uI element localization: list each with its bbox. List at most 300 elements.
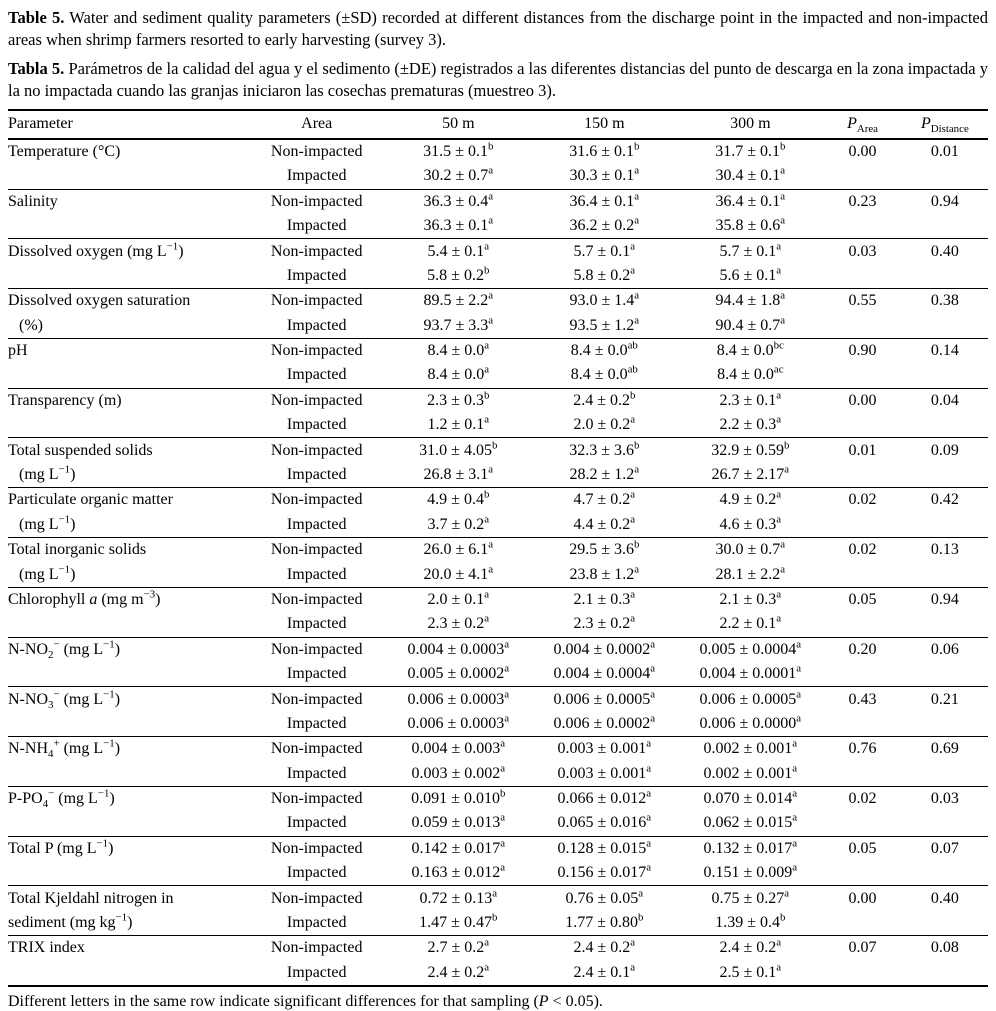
significance-letter: a: [634, 289, 640, 302]
parameter-text: N-NH: [8, 740, 48, 758]
significance-letter: a: [780, 289, 786, 302]
p-distance-cell: [902, 861, 988, 886]
parameter-text: Total inorganic solids: [8, 541, 147, 559]
parameter-text: (mg L: [19, 565, 59, 583]
parameter-cell: [8, 438, 248, 463]
measurement-value: 26.0 ± 6.1: [423, 541, 489, 559]
value-cell: [677, 811, 823, 836]
p-distance-cell: 0.13: [902, 538, 988, 563]
footnote-text-pre: Different letters in the same row indicate significant differences for that sampling (: [8, 993, 539, 1011]
parameter-cell: [8, 762, 248, 787]
parameter-text: TRIX index: [8, 939, 85, 957]
table-row: [8, 762, 988, 787]
table-row: [8, 936, 988, 961]
parameter-text: 4: [42, 798, 49, 811]
value-cell: [385, 413, 531, 438]
parameter-text: ): [114, 740, 121, 758]
parameter-text: Total Kjeldahl nitrogen in: [8, 889, 174, 907]
table-row: [8, 513, 988, 538]
measurement-value: 0.003 ± 0.002: [411, 764, 501, 782]
value-cell: [531, 264, 677, 289]
measurement-value: 28.2 ± 1.2: [569, 466, 635, 484]
parameter-cell: [8, 811, 248, 836]
area-cell: Non-impacted: [248, 289, 385, 314]
measurement-value: 2.4 ± 0.2: [427, 963, 485, 981]
measurement-value: 5.7 ± 0.1: [573, 242, 631, 260]
significance-letter: b: [483, 264, 490, 277]
parameter-text: Particulate organic matter: [8, 491, 173, 509]
value-cell: [531, 513, 677, 538]
p-area-cell: [823, 313, 901, 338]
area-cell: Non-impacted: [248, 488, 385, 513]
value-cell: [531, 637, 677, 662]
p-distance-cell: [902, 313, 988, 338]
significance-letter: a: [776, 613, 782, 626]
measurement-value: 5.6 ± 0.1: [719, 266, 777, 284]
significance-letter: b: [633, 538, 640, 551]
significance-letter: a: [792, 837, 798, 850]
significance-letter: a: [634, 314, 640, 327]
value-cell: [385, 612, 531, 637]
significance-letter: b: [629, 389, 636, 402]
area-cell: Non-impacted: [248, 239, 385, 264]
parameter-cell: [8, 363, 248, 388]
table-row: [8, 338, 988, 363]
parameter-cell: [8, 264, 248, 289]
area-cell: Impacted: [286, 466, 347, 484]
significance-letter: a: [488, 314, 494, 327]
value-cell: [385, 836, 531, 861]
significance-letter: a: [792, 861, 798, 874]
measurement-value: 2.3 ± 0.3: [427, 391, 484, 409]
significance-letter: a: [484, 961, 490, 974]
value-cell: [531, 313, 677, 338]
p-area-cell: [823, 662, 901, 687]
area-cell: Impacted: [286, 167, 347, 185]
parameter-text: Transparency (m): [8, 391, 122, 409]
measurement-value: 2.1 ± 0.3: [719, 590, 777, 608]
header-p-distance: [902, 110, 988, 139]
significance-letter: a: [650, 638, 656, 651]
value-cell: [531, 811, 677, 836]
significance-letter: a: [630, 937, 636, 950]
value-cell: [677, 164, 823, 189]
parameter-cell: [8, 712, 248, 737]
p-area-cell: 0.07: [823, 936, 901, 961]
table-row: [8, 687, 988, 712]
p-area-cell: [823, 264, 901, 289]
parameter-cell: [8, 538, 248, 563]
p-area-cell: 0.05: [823, 587, 901, 612]
measurement-value: 36.2 ± 0.2: [569, 217, 635, 235]
area-cell: Non-impacted: [248, 438, 385, 463]
value-cell: [677, 338, 823, 363]
parameter-text: 3: [48, 698, 54, 711]
significance-letter: a: [484, 613, 490, 626]
p-distance-cell: [902, 911, 988, 936]
p-area-cell: 0.05: [823, 836, 901, 861]
measurement-value: 0.006 ± 0.0003: [407, 714, 505, 732]
parameter-cell: [8, 388, 248, 413]
value-cell: [677, 463, 823, 488]
significance-letter: a: [500, 837, 506, 850]
parameter-text: Temperature (°C): [8, 142, 121, 160]
parameter-text: (mg L: [59, 690, 104, 708]
p-distance-cell: 0.01: [902, 139, 988, 164]
value-cell: [385, 587, 531, 612]
significance-letter: a: [488, 463, 494, 476]
value-cell: [385, 363, 531, 388]
area-cell: Non-impacted: [248, 836, 385, 861]
value-cell: [677, 289, 823, 314]
significance-letter: b: [633, 140, 640, 153]
significance-letter: b: [637, 911, 644, 924]
parameter-cell: [8, 861, 248, 886]
p-area-cell: 0.43: [823, 687, 901, 712]
p-area-cell: [823, 712, 901, 737]
p-distance-cell: [902, 413, 988, 438]
measurement-value: 0.128 ± 0.015: [557, 839, 647, 857]
p-area-cell: 0.00: [823, 886, 901, 911]
p-area-cell: [823, 861, 901, 886]
footnote-p-symbol: P: [538, 993, 549, 1011]
measurement-value: 0.004 ± 0.0004: [553, 665, 651, 683]
parameter-text: −1: [166, 240, 179, 253]
measurement-value: 0.065 ± 0.016: [557, 814, 647, 832]
parameter-text: −1: [103, 638, 115, 651]
measurement-value: 2.3 ± 0.1: [719, 391, 777, 409]
parameter-text: ): [178, 242, 184, 260]
parameter-text: ): [70, 565, 76, 583]
p-distance-cell: 0.42: [902, 488, 988, 513]
p-distance-cell: 0.07: [902, 836, 988, 861]
measurement-value: 5.8 ± 0.2: [427, 266, 484, 284]
significance-letter: a: [634, 463, 640, 476]
measurement-value: 2.0 ± 0.2: [573, 416, 631, 434]
measurement-value: 8.4 ± 0.0: [427, 342, 485, 360]
parameter-text: −1: [103, 737, 115, 750]
measurement-value: 36.3 ± 0.1: [423, 217, 489, 235]
value-cell: [677, 737, 823, 762]
measurement-value: 2.1 ± 0.3: [573, 590, 631, 608]
parameter-cell: [8, 662, 248, 687]
measurement-value: 0.004 ± 0.003: [411, 740, 501, 758]
parameter-text: N-NO: [8, 640, 48, 658]
significance-letter: b: [783, 439, 790, 452]
measurement-value: 0.156 ± 0.017: [557, 864, 647, 882]
parameter-cell: [8, 612, 248, 637]
parameter-text: Dissolved oxygen saturation: [8, 292, 191, 310]
p-area-cell: 0.02: [823, 488, 901, 513]
parameter-cell: [8, 214, 248, 239]
area-cell: Impacted: [286, 665, 347, 683]
value-cell: [677, 961, 823, 986]
significance-letter: a: [780, 563, 786, 576]
measurement-value: 29.5 ± 3.6: [569, 541, 634, 559]
significance-letter: a: [650, 688, 656, 701]
measurement-value: 4.7 ± 0.2: [573, 491, 631, 509]
parameter-cell: [8, 488, 248, 513]
data-table: [8, 109, 988, 987]
measurement-value: 2.3 ± 0.2: [573, 615, 631, 633]
parameter-cell: [8, 239, 248, 264]
parameter-text: ): [114, 640, 121, 658]
table-row: [8, 786, 988, 811]
p-area-cell: [823, 463, 901, 488]
p-area-cell: 0.01: [823, 438, 901, 463]
significance-letter: a: [630, 489, 636, 502]
p-distance-cell: 0.69: [902, 737, 988, 762]
value-cell: [677, 612, 823, 637]
value-cell: [385, 786, 531, 811]
value-cell: [677, 562, 823, 587]
significance-letter: a: [796, 712, 802, 725]
header-area: Area: [248, 110, 385, 139]
significance-letter: b: [779, 911, 786, 924]
value-cell: [385, 513, 531, 538]
p-area-cell: [823, 513, 901, 538]
measurement-value: 0.72 ± 0.13: [419, 889, 493, 907]
measurement-value: 23.8 ± 1.2: [569, 565, 635, 583]
significance-letter: a: [780, 190, 786, 203]
parameter-text: −1: [115, 911, 128, 924]
value-cell: [531, 538, 677, 563]
measurement-value: 20.0 ± 4.1: [423, 565, 489, 583]
p-distance-cell: [902, 662, 988, 687]
table-row: [8, 737, 988, 762]
table-row: [8, 811, 988, 836]
table-row: [8, 438, 988, 463]
table-header-row: [8, 110, 988, 139]
significance-letter: a: [792, 737, 798, 750]
p-distance-cell: 0.40: [902, 886, 988, 911]
value-cell: [677, 762, 823, 787]
area-cell: Non-impacted: [248, 687, 385, 712]
measurement-value: 0.132 ± 0.017: [703, 839, 793, 857]
measurement-value: 2.4 ± 0.2: [719, 939, 777, 957]
value-cell: [677, 786, 823, 811]
measurement-value: 93.0 ± 1.4: [569, 292, 635, 310]
measurement-value: 2.4 ± 0.2: [573, 391, 630, 409]
measurement-value: 0.003 ± 0.001: [557, 764, 647, 782]
measurement-value: 36.4 ± 0.1: [569, 192, 635, 210]
measurement-value: 0.006 ± 0.0000: [699, 714, 797, 732]
measurement-value: 31.6 ± 0.1: [569, 142, 634, 160]
parameter-cell: [8, 562, 248, 587]
measurement-value: 3.7 ± 0.2: [427, 515, 485, 533]
parameter-cell: [8, 413, 248, 438]
measurement-value: 0.75 ± 0.27: [711, 889, 785, 907]
measurement-value: 0.059 ± 0.013: [411, 814, 501, 832]
value-cell: [677, 538, 823, 563]
measurement-value: 36.3 ± 0.4: [423, 192, 489, 210]
significance-letter: a: [646, 837, 652, 850]
measurement-value: 30.3 ± 0.1: [569, 167, 635, 185]
value-cell: [531, 488, 677, 513]
significance-letter: b: [483, 489, 490, 502]
value-cell: [531, 413, 677, 438]
p-area-cell: [823, 961, 901, 986]
value-cell: [531, 936, 677, 961]
parameter-cell: [8, 289, 248, 314]
parameter-text: −: [53, 638, 60, 651]
caption-spanish-text: Parámetros de la calidad del agua y el sedimento (±DE) registrados a las diferentes distancias del punto de descarga en la zona impactada y la no impactada cuando las granjas iniciaron las cosechas prematuras (muestreo 3).: [8, 58, 988, 100]
value-cell: [531, 388, 677, 413]
p-distance-cell: [902, 811, 988, 836]
value-cell: [385, 737, 531, 762]
p-area-cell: [823, 413, 901, 438]
table-row: [8, 164, 988, 189]
parameter-cell: [8, 463, 248, 488]
significance-letter: a: [796, 638, 802, 651]
value-cell: [385, 811, 531, 836]
measurement-value: 31.7 ± 0.1: [715, 142, 780, 160]
significance-letter: a: [484, 240, 490, 253]
value-cell: [677, 139, 823, 164]
p-distance-cell: [902, 463, 988, 488]
significance-letter: a: [492, 887, 498, 900]
p-distance-cell: 0.94: [902, 587, 988, 612]
value-cell: [385, 562, 531, 587]
table-row: [8, 911, 988, 936]
value-cell: [385, 388, 531, 413]
area-cell: Impacted: [286, 814, 347, 832]
header-50m: 50 m: [385, 110, 531, 139]
significance-letter: a: [500, 861, 506, 874]
table-row: [8, 214, 988, 239]
significance-letter: ab: [627, 339, 638, 352]
parameter-text: N-NO: [8, 690, 48, 708]
measurement-value: 35.8 ± 0.6: [715, 217, 781, 235]
value-cell: [677, 488, 823, 513]
p-distance-cell: 0.21: [902, 687, 988, 712]
value-cell: [677, 587, 823, 612]
significance-letter: a: [792, 762, 798, 775]
p-area-cell: [823, 762, 901, 787]
value-cell: [677, 189, 823, 214]
table-row: [8, 189, 988, 214]
significance-letter: a: [488, 214, 494, 227]
significance-letter: a: [646, 787, 652, 800]
parameter-cell: [8, 189, 248, 214]
significance-letter: ab: [627, 364, 638, 377]
significance-letter: a: [488, 190, 494, 203]
area-cell: Non-impacted: [248, 786, 385, 811]
p-distance-cell: 0.04: [902, 388, 988, 413]
footnote-text-post: < 0.05).: [548, 993, 603, 1011]
value-cell: [531, 786, 677, 811]
measurement-value: 8.4 ± 0.0: [717, 366, 774, 384]
measurement-value: 0.005 ± 0.0002: [407, 665, 505, 683]
value-cell: [385, 936, 531, 961]
table-row: [8, 612, 988, 637]
significance-letter: a: [488, 289, 494, 302]
value-cell: [385, 886, 531, 911]
caption-english-text: Water and sediment quality parameters (±SD) recorded at different distances from the discharge point in the impacted and non-impacted areas when shrimp farmers resorted to early harvesting (survey 3).: [8, 8, 989, 49]
value-cell: [385, 637, 531, 662]
measurement-value: 2.0 ± 0.1: [427, 590, 485, 608]
significance-letter: a: [634, 563, 640, 576]
significance-letter: a: [776, 413, 782, 426]
significance-letter: a: [488, 563, 494, 576]
parameter-cell: [8, 936, 248, 961]
caption-spanish: [8, 58, 988, 102]
significance-letter: b: [491, 911, 498, 924]
p-distance-cell: 0.14: [902, 338, 988, 363]
parameter-text: sediment (mg kg: [8, 914, 116, 932]
measurement-value: 8.4 ± 0.0: [570, 342, 628, 360]
table-row: [8, 836, 988, 861]
header-parameter: Parameter: [8, 110, 248, 139]
significance-letter: a: [504, 688, 510, 701]
measurement-value: 32.3 ± 3.6: [569, 441, 634, 459]
caption-spanish-label: Tabla 5.: [8, 58, 65, 78]
parameter-cell: [8, 961, 248, 986]
parameter-text: −1: [58, 563, 71, 576]
parameter-cell: [8, 687, 248, 712]
measurement-value: 31.0 ± 4.05: [419, 441, 492, 459]
significance-letter: a: [630, 588, 636, 601]
p-area-cell: [823, 164, 901, 189]
measurement-value: 2.4 ± 0.1: [573, 963, 631, 981]
value-cell: [677, 637, 823, 662]
parameter-cell: [8, 836, 248, 861]
value-cell: [677, 936, 823, 961]
measurement-value: 30.2 ± 0.7: [423, 167, 489, 185]
value-cell: [531, 886, 677, 911]
value-cell: [531, 687, 677, 712]
caption-english: [8, 7, 988, 51]
value-cell: [531, 289, 677, 314]
table-row: [8, 637, 988, 662]
p-distance-cell: 0.08: [902, 936, 988, 961]
measurement-value: 4.9 ± 0.2: [719, 491, 777, 509]
parameter-text: Total P (mg L: [8, 839, 97, 857]
parameter-text: ): [155, 590, 161, 608]
value-cell: [677, 911, 823, 936]
measurement-value: 0.76 ± 0.05: [565, 889, 639, 907]
value-cell: [531, 562, 677, 587]
significance-letter: a: [634, 165, 640, 177]
p-area-cell: [823, 562, 901, 587]
parameter-text: −1: [58, 463, 71, 476]
measurement-value: 0.005 ± 0.0004: [699, 640, 797, 658]
parameter-cell: [8, 587, 248, 612]
area-cell: Impacted: [286, 217, 347, 235]
area-cell: Impacted: [286, 416, 347, 434]
parameter-text: ): [70, 466, 76, 484]
p-area-cell: 0.20: [823, 637, 901, 662]
value-cell: [385, 239, 531, 264]
p-distance-cell: [902, 762, 988, 787]
p-area-cell: [823, 811, 901, 836]
significance-letter: a: [796, 662, 802, 675]
table-row: [8, 662, 988, 687]
significance-letter: a: [500, 762, 506, 775]
value-cell: [385, 214, 531, 239]
table-footnote: [8, 993, 988, 1011]
table-row: [8, 587, 988, 612]
area-cell: Non-impacted: [248, 936, 385, 961]
value-cell: [677, 239, 823, 264]
area-cell: Non-impacted: [248, 538, 385, 563]
area-cell: Impacted: [286, 565, 347, 583]
value-cell: [677, 861, 823, 886]
significance-letter: a: [650, 712, 656, 725]
significance-letter: a: [504, 638, 510, 651]
value-cell: [531, 164, 677, 189]
header-150m: 150 m: [531, 110, 677, 139]
